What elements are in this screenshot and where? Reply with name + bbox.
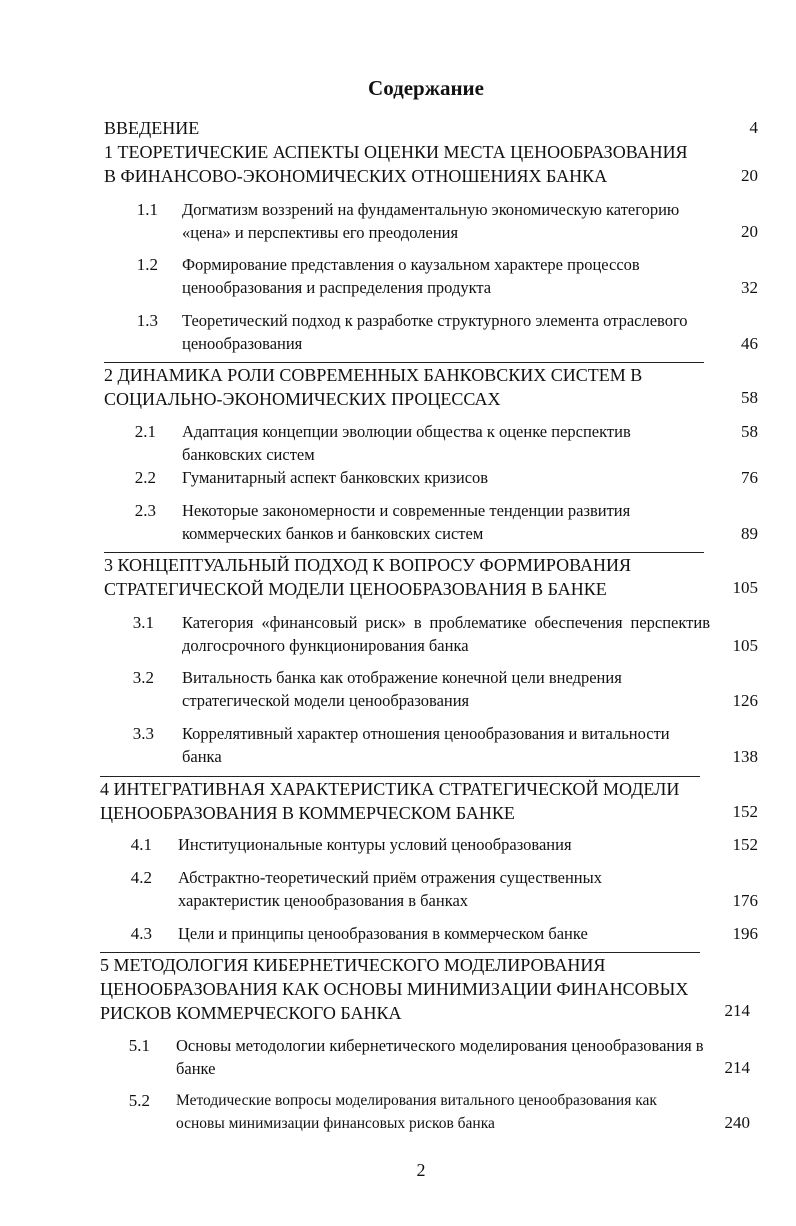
toc-intro-label: ВВЕДЕНИЕ [104, 118, 200, 138]
toc-section-num: 3.3 [132, 724, 154, 743]
toc-section-page: 20 [741, 222, 758, 241]
toc-chapter-2-page: 58 [741, 388, 758, 407]
toc-section-num: 4.3 [130, 924, 152, 943]
toc-chapter-1: 1 ТЕОРЕТИЧЕСКИЕ АСПЕКТЫ ОЦЕНКИ МЕСТА ЦЕНООБРАЗОВАНИЯ В ФИНАНСОВО-ЭКОНОМИЧЕСКИХ ОТНОШЕНИЯХ БАНКА [104, 142, 688, 186]
toc-section-page: 58 [741, 422, 758, 441]
toc-section-num: 2.3 [134, 501, 156, 520]
toc-section-num: 1.2 [136, 255, 158, 274]
toc-section-1-1: Догматизм воззрений на фундаментальную экономическую категорию «цена» и перспективы его преодоления [182, 200, 680, 242]
toc-section-5-2: Методические вопросы моделирования витального ценообразования как основы минимизации финансовых рисков банка [176, 1092, 657, 1132]
toc-section-num: 5.1 [128, 1036, 150, 1055]
toc-section-page: 214 [724, 1058, 750, 1077]
toc-section-page: 240 [724, 1113, 750, 1132]
toc-section-1-2: Формирование представления о каузальном характере процессов ценообразования и распределения продукта [182, 255, 640, 297]
page-number: 2 [416, 1160, 426, 1180]
toc-section-page: 152 [732, 835, 758, 854]
toc-chapter-1-page: 20 [741, 166, 758, 185]
toc-chapter-2: 2 ДИНАМИКА РОЛИ СОВРЕМЕННЫХ БАНКОВСКИХ СИСТЕМ В СОЦИАЛЬНО-ЭКОНОМИЧЕСКИХ ПРОЦЕССАХ [104, 362, 704, 411]
toc-section-page: 126 [732, 691, 758, 710]
toc-section-page: 76 [741, 468, 758, 487]
toc-section-page: 32 [741, 278, 758, 297]
toc-section-page: 105 [732, 636, 758, 655]
toc-section-5-1: Основы методологии кибернетического моделирования ценообразования в банке [176, 1036, 704, 1078]
toc-section-num: 2.2 [134, 468, 156, 487]
toc-section-3-2: Витальность банка как отображение конечной цели внедрения стратегической модели ценообразования [182, 668, 622, 710]
toc-section-page: 89 [741, 524, 758, 543]
page-title: Содержание [368, 76, 484, 100]
toc-chapter-4: 4 ИНТЕГРАТИВНАЯ ХАРАКТЕРИСТИКА СТРАТЕГИЧЕСКОЙ МОДЕЛИ ЦЕНООБРАЗОВАНИЯ В КОММЕРЧЕСКОМ БАНКЕ [100, 776, 700, 825]
toc-section-num: 4.2 [130, 868, 152, 887]
toc-chapter-4-page: 152 [732, 802, 758, 821]
toc-section-num: 1.1 [136, 200, 158, 219]
toc-section-num: 3.2 [132, 668, 154, 687]
toc-section-page: 138 [732, 747, 758, 766]
toc-chapter-5: 5 МЕТОДОЛОГИЯ КИБЕРНЕТИЧЕСКОГО МОДЕЛИРОВАНИЯ ЦЕНООБРАЗОВАНИЯ КАК ОСНОВЫ МИНИМИЗАЦИИ ФИНАНСОВЫХ РИСКОВ КОММЕРЧЕСКОГО БАНКА [100, 952, 700, 1025]
toc-section-1-3: Теоретический подход к разработке структурного элемента отраслевого ценообразования [182, 311, 688, 353]
toc-section-num: 2.1 [134, 422, 156, 441]
toc-section-2-3: Некоторые закономерности и современные тенденции развития коммерческих банков и банковских систем [182, 501, 631, 543]
toc-section-3-1: Категория «финансовый риск» в проблематике обеспечения перспектив долгосрочного функционирования банка [182, 613, 710, 655]
toc-chapter-3-page: 105 [732, 578, 758, 597]
toc-section-num: 1.3 [136, 311, 158, 330]
toc-section-4-2: Абстрактно-теоретический приём отражения существенных характеристик ценообразования в банках [178, 868, 602, 910]
toc-section-page: 46 [741, 334, 758, 353]
toc-intro-page: 4 [749, 118, 758, 137]
toc-chapter-5-page: 214 [724, 1001, 750, 1020]
toc-section-4-3: Цели и принципы ценообразования в коммерческом банке [178, 924, 588, 943]
toc-section-num: 3.1 [132, 613, 154, 632]
toc-chapter-3: 3 КОНЦЕПТУАЛЬНЫЙ ПОДХОД К ВОПРОСУ ФОРМИРОВАНИЯ СТРАТЕГИЧЕСКОЙ МОДЕЛИ ЦЕНООБРАЗОВАНИЯ В БАНКЕ [104, 552, 704, 601]
toc-section-2-2: Гуманитарный аспект банковских кризисов [182, 468, 489, 487]
toc-section-2-1: Адаптация концепции эволюции общества к оценке перспектив банковских систем [182, 422, 631, 464]
toc-section-num: 5.2 [128, 1091, 150, 1110]
toc-section-num: 4.1 [130, 835, 152, 854]
toc-section-4-1: Институциональные контуры условий ценообразования [178, 835, 572, 854]
toc-section-page: 196 [732, 924, 758, 943]
toc-section-3-3: Коррелятивный характер отношения ценообразования и витальности банка [182, 724, 670, 766]
toc-section-page: 176 [732, 891, 758, 910]
